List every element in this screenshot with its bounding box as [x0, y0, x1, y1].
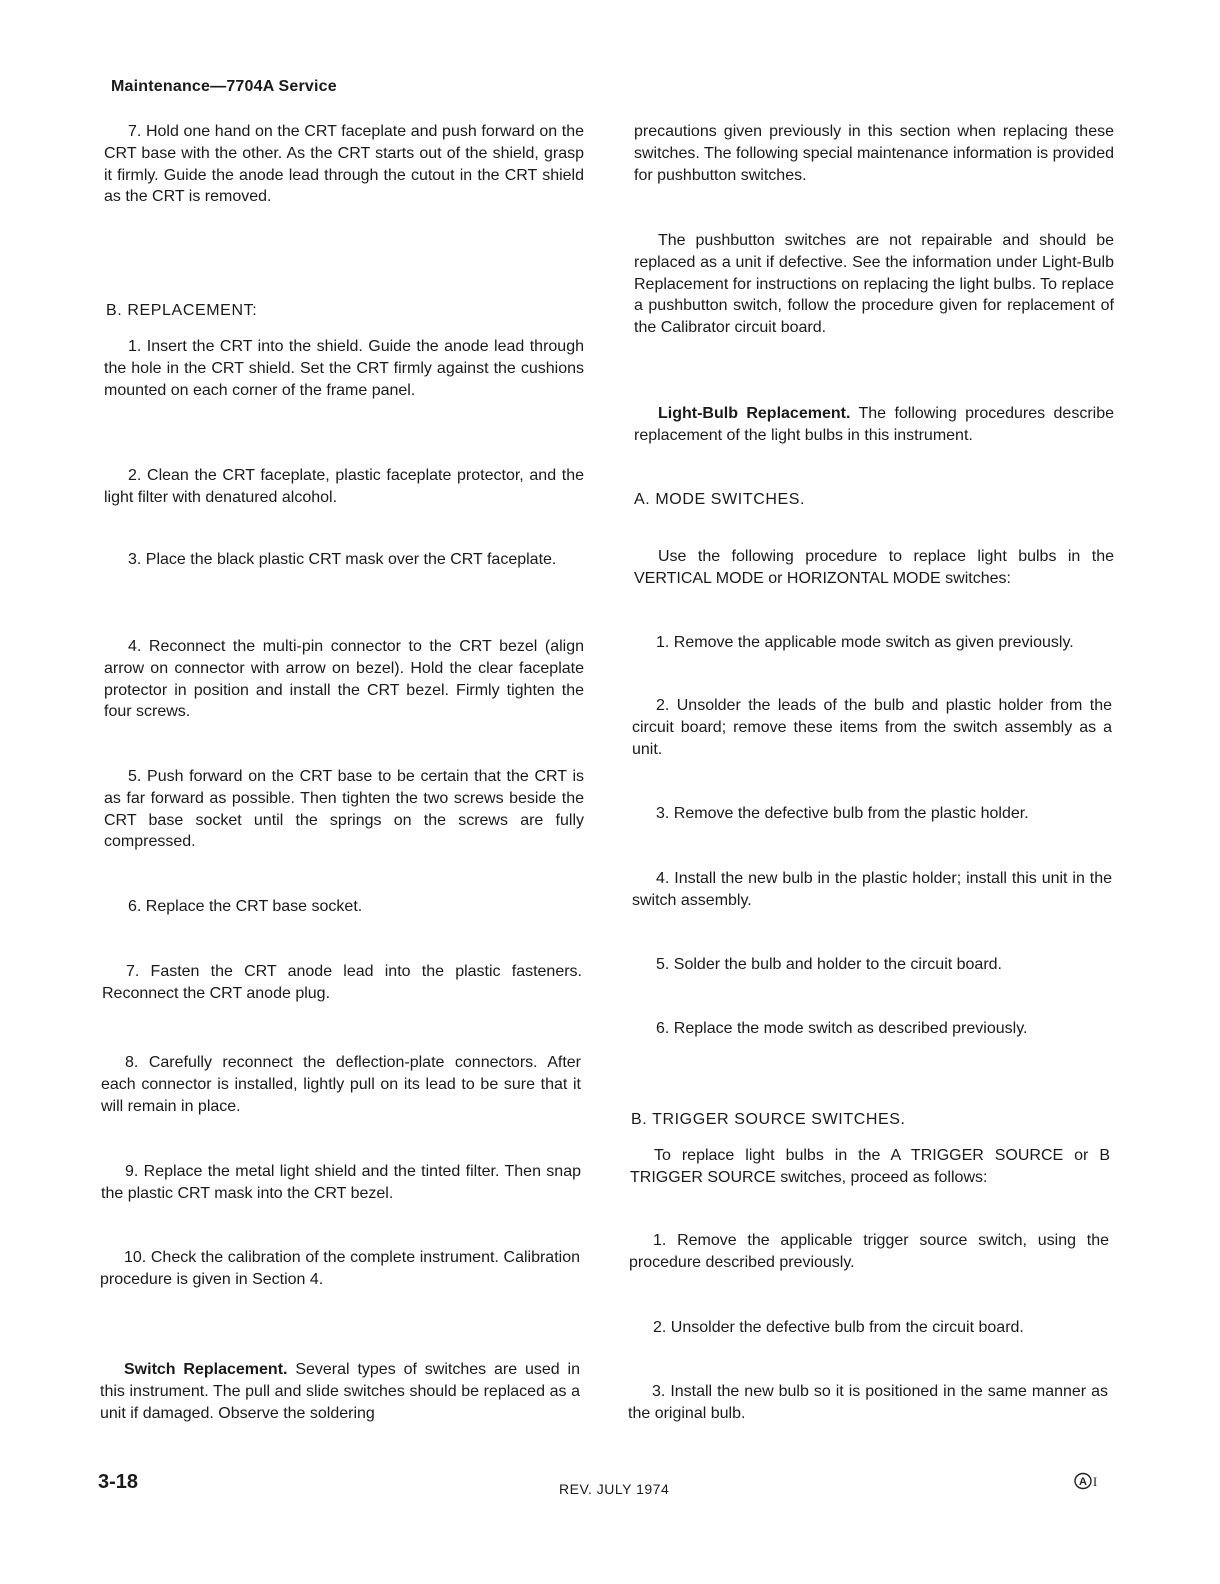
mode-switches-intro: Use the following procedure to replace light bulbs in the VERTICAL MODE or HORIZONTAL MODE switches:: [634, 548, 1114, 587]
trigger-step-3: 3. Install the new bulb so it is positioned in the same manner as the original bulb.: [628, 1383, 1108, 1422]
mode-step-1: 1. Remove the applicable mode switch as given previously.: [656, 634, 1074, 651]
removal-step-7: 7. Hold one hand on the CRT faceplate and push forward on the CRT base with the other. As the CRT starts out of the shield, grasp it firmly. Guide the anode lead through the cutout in the CRT shield as the CRT is removed.: [104, 123, 584, 206]
page-number: 3-18: [98, 1471, 139, 1493]
light-bulb-text: The following procedures describe replacement of the light bulbs in this instrument.: [634, 405, 1115, 444]
replacement-step-6: 6. Replace the CRT base socket.: [128, 898, 363, 915]
switch-replacement-paragraph: [100, 1359, 580, 1424]
replacement-step-7: 7. Fasten the CRT anode lead into the plastic fasteners. Reconnect the CRT anode plug.: [102, 963, 582, 1002]
revision-logo-icon: [1074, 1472, 1100, 1490]
replacement-step-2: 2. Clean the CRT faceplate, plastic faceplate protector, and the light filter with denatured alcohol.: [104, 467, 584, 506]
mode-step-4: 4. Install the new bulb in the plastic holder; install this unit in the switch assembly.: [632, 870, 1112, 909]
revision-date: REV. JULY 1974: [559, 1481, 670, 1497]
switch-replacement-title: Switch Replacement.: [124, 1361, 288, 1378]
replacement-step-10: 10. Check the calibration of the complete instrument. Calibration procedure is given in Section 4.: [100, 1249, 580, 1288]
trigger-source-intro: To replace light bulbs in the A TRIGGER SOURCE or B TRIGGER SOURCE switches, proceed as follows:: [630, 1147, 1110, 1186]
mode-step-6: 6. Replace the mode switch as described previously.: [656, 1020, 1028, 1037]
replacement-step-9: 9. Replace the metal light shield and the tinted filter. Then snap the plastic CRT mask into the CRT bezel.: [101, 1163, 581, 1202]
mode-switches-heading: A. MODE SWITCHES.: [634, 491, 806, 508]
replacement-step-4: 4. Reconnect the multi-pin connector to the CRT bezel (align arrow on connector with arrow on bezel). Hold the clear faceplate protector in position and install the CRT bezel. Firmly tighten the four screws.: [104, 638, 584, 721]
trigger-step-2: 2. Unsolder the defective bulb from the circuit board.: [653, 1319, 1024, 1336]
light-bulb-paragraph: [634, 403, 1114, 447]
trigger-source-heading: B. TRIGGER SOURCE SWITCHES.: [631, 1111, 906, 1128]
switch-replacement-text: Several types of switches are used in this instrument. The pull and slide switches should be replaced as a unit if damaged. Observe the soldering: [100, 1361, 580, 1422]
logo-numeral: I: [1092, 1474, 1098, 1489]
replacement-heading: B. REPLACEMENT:: [106, 302, 258, 319]
logo-letter: A: [1079, 1476, 1087, 1488]
mode-step-2: 2. Unsolder the leads of the bulb and plastic holder from the circuit board; remove these items from the switch assembly as a unit.: [632, 697, 1112, 758]
mode-step-3: 3. Remove the defective bulb from the plastic holder.: [656, 805, 1029, 822]
switch-continued: precautions given previously in this section when replacing these switches. The following special maintenance information is provided for pushbutton switches.: [634, 123, 1114, 184]
replacement-step-1: 1. Insert the CRT into the shield. Guide the anode lead through the hole in the CRT shield. Set the CRT firmly against the cushions mounted on each corner of the frame panel.: [104, 338, 584, 399]
replacement-step-5: 5. Push forward on the CRT base to be certain that the CRT is as far forward as possible. Then tighten the two screws beside the CRT base socket until the springs on the screws are fully compressed.: [104, 768, 584, 851]
mode-step-5: 5. Solder the bulb and holder to the circuit board.: [656, 956, 1002, 973]
replacement-step-8: 8. Carefully reconnect the deflection-plate connectors. After each connector is installed, lightly pull on its lead to be sure that it will remain in place.: [101, 1054, 581, 1115]
trigger-step-1: 1. Remove the applicable trigger source switch, using the procedure described previously.: [629, 1232, 1109, 1271]
replacement-step-3: 3. Place the black plastic CRT mask over the CRT faceplate.: [128, 551, 557, 568]
light-bulb-title: Light-Bulb Replacement.: [658, 405, 851, 422]
pushbutton-paragraph: The pushbutton switches are not repairable and should be replaced as a unit if defective. See the information under Light-Bulb Replacement for instructions on replacing the light bulbs. To replace a pushbutton switch, follow the procedure given for replacement of the Calibrator circuit board.: [634, 232, 1114, 337]
page-header: Maintenance—7704A Service: [111, 78, 337, 95]
